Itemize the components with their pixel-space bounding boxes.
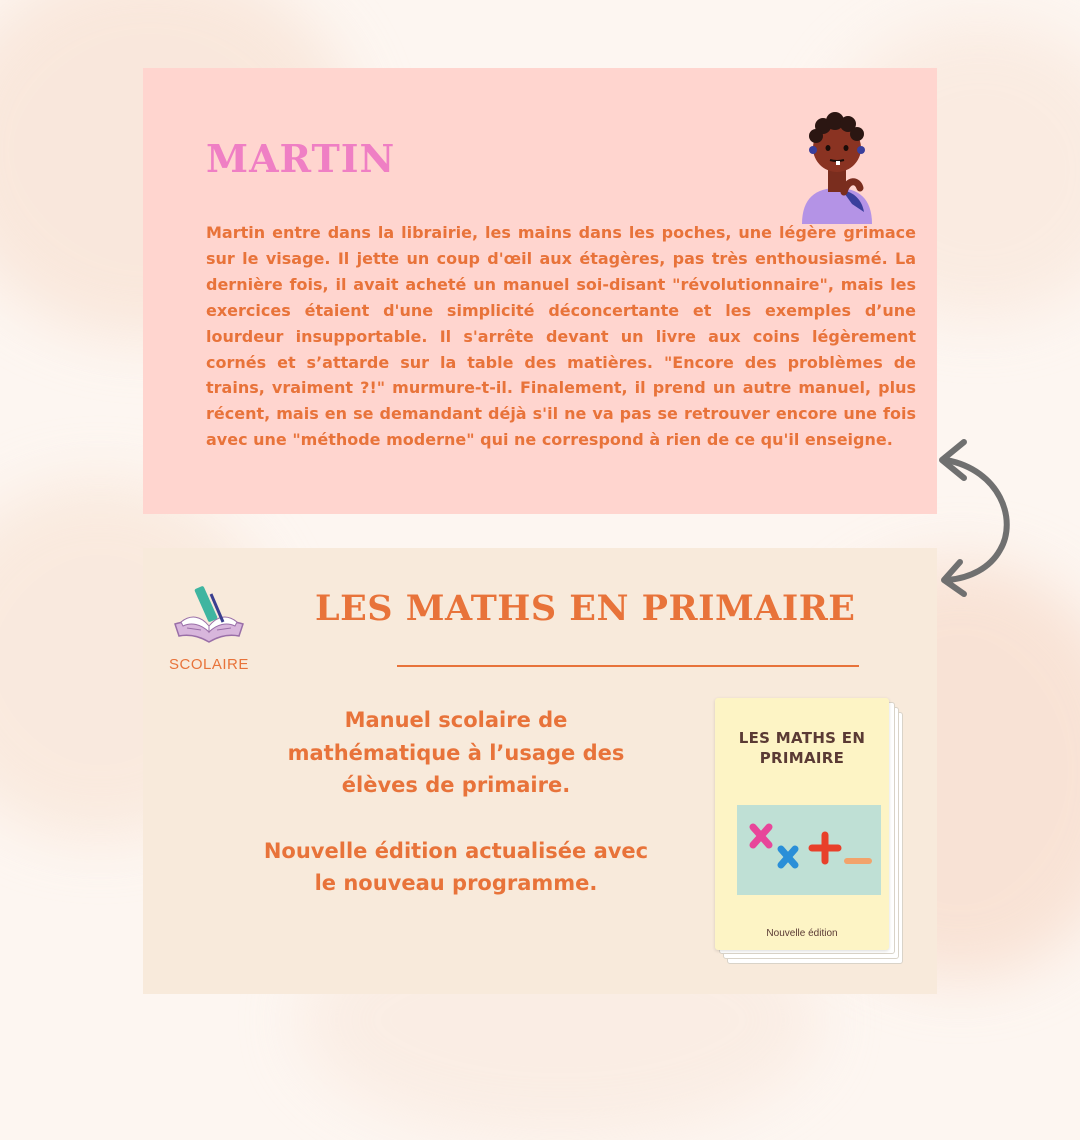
math-symbols-icon (737, 805, 881, 895)
open-book-icon (171, 584, 247, 644)
update-note-text: Nouvelle édition actualisée avec le nouveau programme. (263, 838, 649, 895)
book-cover (715, 698, 889, 950)
cover-edition: Nouvelle édition (766, 928, 838, 939)
persona-card (143, 68, 937, 514)
product-title: LES MATHS EN PRIMAIRE (315, 588, 856, 629)
book-cover-mockup (715, 698, 905, 968)
product-description (258, 704, 654, 900)
persona-name: MARTIN (206, 136, 396, 181)
description-text: Manuel scolaire de mathématique à l’usage des élèves de primaire. (287, 708, 625, 797)
persona-story: Martin entre dans la librairie, les mains dans les poches, une légère grimace sur le visage. Il jette un coup d'œil aux étagères, pas très enthousiasmé. La dernière fois, il avait acheté un manuel soi-disant "révolutionnaire", mais les exercices étaient d'une simplicité déconcertante et les exemples d’une lourdeur insupportable. Il s'arrête devant un livre aux coins légèrement cornés et s’attarde sur la table des matières. "Encore des problèmes de trains, vraiment ?!" murmure-t-il. Finalement, il prend un autre manuel, plus récent, mais en se demandant déjà s'il ne va pas se retrouver encore une fois avec une "méthode moderne" qui ne correspond à rien de ce qu'il enseigne. (206, 223, 916, 450)
title-divider (397, 665, 859, 667)
cover-title: LES MATHS EN PRIMAIRE (738, 729, 866, 767)
category-label: SCOLAIRE (169, 656, 249, 673)
product-card (143, 548, 937, 994)
man-avatar-icon (798, 108, 876, 224)
curved-double-arrow-icon (930, 430, 1020, 600)
cover-math-symbols-image (737, 805, 881, 895)
